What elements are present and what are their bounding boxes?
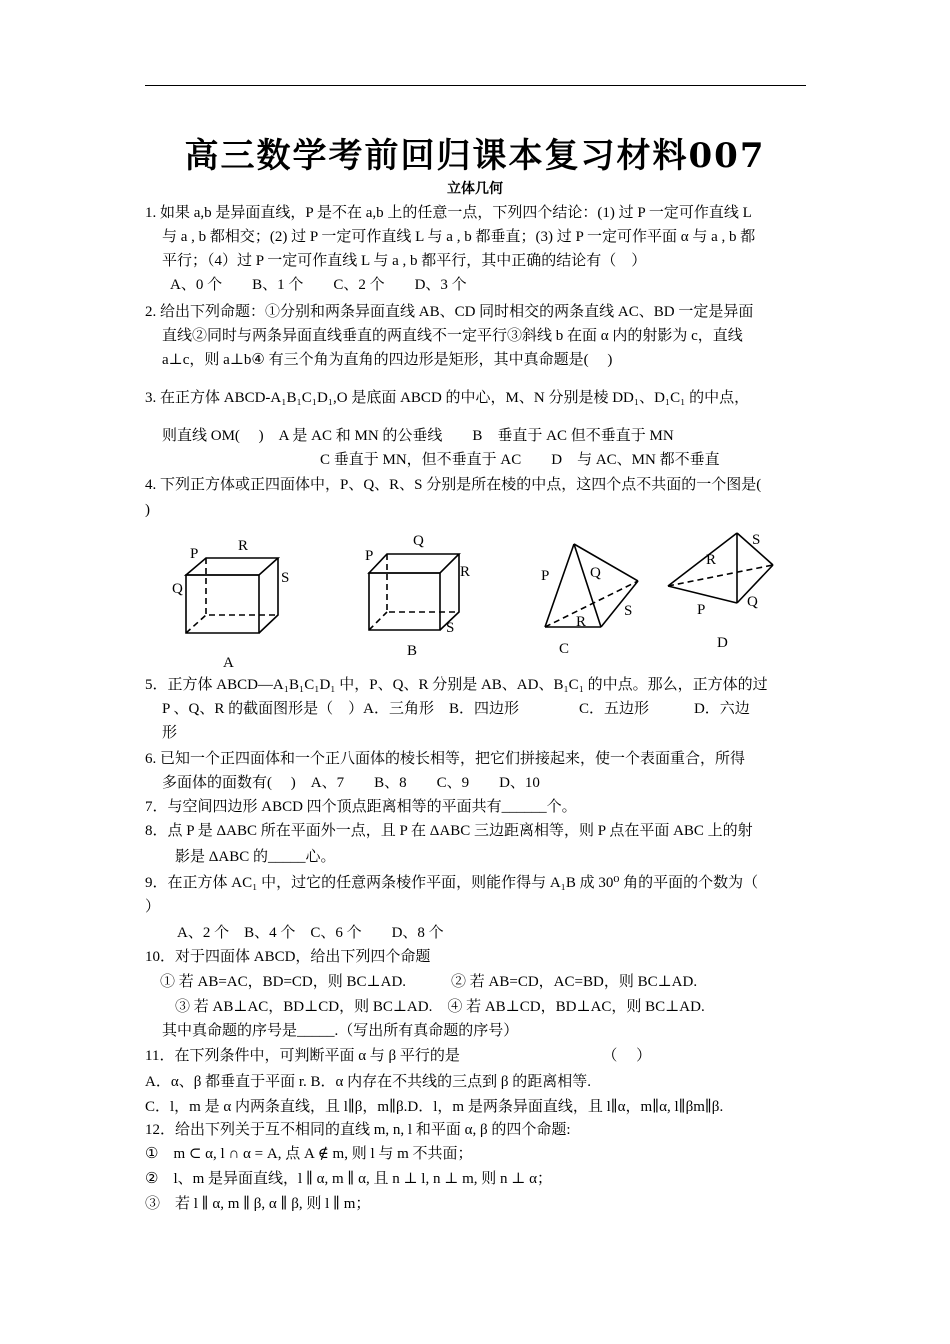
- figure-d-edge-4: [668, 586, 737, 603]
- q10-line-3: ③ 若 AB⊥AC，BD⊥CD，则 BC⊥AD. ④ 若 AB⊥CD，BD⊥AC，则 BC⊥AD.: [175, 999, 705, 1015]
- figure-b-label-s: S: [446, 620, 455, 636]
- q2-line-3: a⊥c，则 a⊥b④ 有三个角为直角的四边形是矩形，其中真命题是( ): [162, 352, 613, 368]
- figure-a-front-face: [186, 575, 259, 633]
- figure-b-cube: [369, 554, 459, 630]
- q11-line-2: A．α、β 都垂直于平面 r. B．α 内存在不共线的三点到 β 的距离相等.: [145, 1074, 591, 1090]
- page-title: 高三数学考前回归课本复习材料007: [184, 136, 766, 176]
- figure-a-label-s: S: [281, 570, 290, 586]
- figure-a-top-face: [186, 558, 278, 575]
- q12-line-1: 12．给出下列关于互不相同的直线 m, n, l 和平面 α, β 的四个命题:: [145, 1122, 571, 1138]
- figure-d-hidden-edge: [668, 565, 773, 586]
- q5-line-2: P 、Q、R 的截面图形是（ ）A．三角形 B．四边形 C．五边形 D．六边: [162, 701, 750, 717]
- q9-options: A、2 个 B、4 个 C、6 个 D、8 个: [177, 925, 444, 941]
- figure-b-right-edges: [440, 554, 459, 630]
- q2-line-1: 2. 给出下列命题：①分别和两条异面直线 AB、CD 同时相交的两条直线 AC、BD 一定是异面: [145, 304, 754, 320]
- q4-line-2: ): [145, 502, 150, 518]
- figure-d-label-s: S: [752, 532, 761, 548]
- figure-b-label-r: R: [460, 564, 471, 580]
- figure-c-edge-5: [601, 581, 638, 627]
- figure-a-hidden-edges: [206, 558, 278, 615]
- q8-line-2: 影是 ΔABC 的_____心。: [175, 849, 336, 865]
- q3-line-1: 3. 在正方体 ABCD-A₁B₁C₁D₁,O 是底面 ABCD 的中心，M、N 分别是棱 DD₁、D₁C₁ 的中点，: [145, 390, 750, 406]
- q7-line: 7．与空间四边形 ABCD 四个顶点距离相等的平面共有______个。: [145, 799, 577, 815]
- q12-line-2: ① m ⊂ α, l ∩ α = A, 点 A ∉ m, 则 l 与 m 不共面；: [145, 1146, 473, 1162]
- figure-d-label-r: R: [706, 552, 717, 568]
- figure-d-label-p: P: [697, 602, 706, 618]
- q3-line-2: 则直线 OM( ) A 是 AC 和 MN 的公垂线 B 垂直于 AC 但不垂直于 MN: [162, 428, 674, 444]
- q10-line-1: 10．对于四面体 ABCD，给出下列四个命题: [145, 949, 431, 965]
- figure-b-hidden-edge: [369, 612, 387, 630]
- q11-line-3: C．l，m 是 α 内两条直线，且 l∥β，m∥β.D．l，m 是两条异面直线，且 l∥α，m∥α, l∥βm∥β.: [145, 1099, 724, 1115]
- figure-a-hidden-edge: [186, 615, 206, 633]
- q5-line-1: 5．正方体 ABCD—A₁B₁C₁D₁ 中，P、Q、R 分别是 AB、AD、B₁C₁ 的中点。那么，正方体的过: [145, 677, 768, 693]
- header-rule: [145, 85, 806, 86]
- q1-options: A、0 个 B、1 个 C、2 个 D、3 个: [170, 277, 467, 293]
- q11-line-1: 11．在下列条件中，可判断平面 α 与 β 平行的是 （ ）: [145, 1048, 652, 1064]
- q1-line-3: 平行；（4）过 P 一定可作直线 L 与 a , b 都平行，其中正确的结论有（ ）: [162, 253, 647, 269]
- q1-line-1: 1. 如果 a,b 是异面直线，P 是不在 a,b 上的任意一点，下列四个结论：(1) 过 P 一定可作直线 L: [145, 205, 752, 221]
- figure-c-edge-1: [545, 544, 574, 627]
- q12-line-4: ③ 若 l ∥ α, m ∥ β, α ∥ β, 则 l ∥ m；: [145, 1196, 371, 1212]
- page-subtitle: 立体几何: [447, 182, 503, 197]
- figure-a-label-r: R: [238, 538, 249, 554]
- figure-c-label-r: R: [576, 614, 587, 630]
- q3-line-3: C 垂直于 MN，但不垂直于 AC D 与 AC、MN 都不垂直: [320, 452, 720, 468]
- q8-line-1: 8．点 P 是 ΔABC 所在平面外一点，且 P 在 ΔABC 三边距离相等，则 P 点在平面 ABC 上的射: [145, 823, 753, 839]
- q12-line-3: ② l、m 是异面直线，l ∥ α, m ∥ α, 且 n ⊥ l, n ⊥ m, 则 n ⊥ α；: [145, 1171, 552, 1187]
- figure-c-caption: C: [559, 641, 570, 657]
- figure-d-edge-1: [668, 533, 737, 586]
- figure-c-label-q: Q: [590, 565, 601, 581]
- figure-b-hidden-edges: [387, 554, 459, 612]
- q10-line-4: 其中真命题的序号是_____.（写出所有真命题的序号）: [162, 1023, 519, 1039]
- figure-b-label-p: P: [365, 548, 374, 564]
- figure-b-label-q: Q: [413, 533, 424, 549]
- figure-d-label-q: Q: [747, 594, 758, 610]
- q9-line-1: 9．在正方体 AC₁ 中，过它的任意两条棱作平面，则能作得与 A₁B 成 30⁰ 角的平面的个数为（: [145, 875, 759, 891]
- q4-figures: [150, 525, 810, 675]
- q10-line-2: ① 若 AB=AC，BD=CD，则 BC⊥AD. ② 若 AB=CD，AC=BD，则 BC⊥AD.: [160, 974, 698, 990]
- figure-c-label-p: P: [541, 568, 550, 584]
- figure-a-label-q: Q: [172, 581, 183, 597]
- figure-d-caption: D: [717, 635, 728, 651]
- figure-a-cube: [186, 558, 278, 633]
- q9-line-2: ）: [145, 899, 161, 915]
- q4-line-1: 4. 下列正方体或正四面体中，P、Q、R、S 分别是所在棱的中点，这四个点不共面的一个图是(: [145, 477, 762, 493]
- figure-b-front-face: [369, 573, 440, 630]
- figure-b-top-face: [369, 554, 459, 573]
- q1-line-2: 与 a , b 都相交；(2) 过 P 一定可作直线 L 与 a , b 都垂直；(3) 过 P 一定可作平面 α 与 a , b 都: [162, 229, 756, 245]
- q6-line-1: 6. 已知一个正四面体和一个正八面体的棱长相等，把它们拼接起来，使一个表面重合，所得: [145, 751, 746, 767]
- figure-a-label-p: P: [190, 546, 199, 562]
- figure-a-caption: A: [223, 655, 234, 671]
- figure-c-label-s: S: [624, 603, 633, 619]
- figure-b-caption: B: [407, 643, 418, 659]
- q2-line-2: 直线②同时与两条异面直线垂直的两直线不一定平行③斜线 b 在面 α 内的射影为 c，直线: [162, 328, 743, 344]
- figure-a-right-edges: [259, 558, 278, 633]
- q5-line-3: 形: [162, 725, 178, 741]
- q6-line-2: 多面体的面数有( ) A、7 B、8 C、9 D、10: [162, 775, 540, 791]
